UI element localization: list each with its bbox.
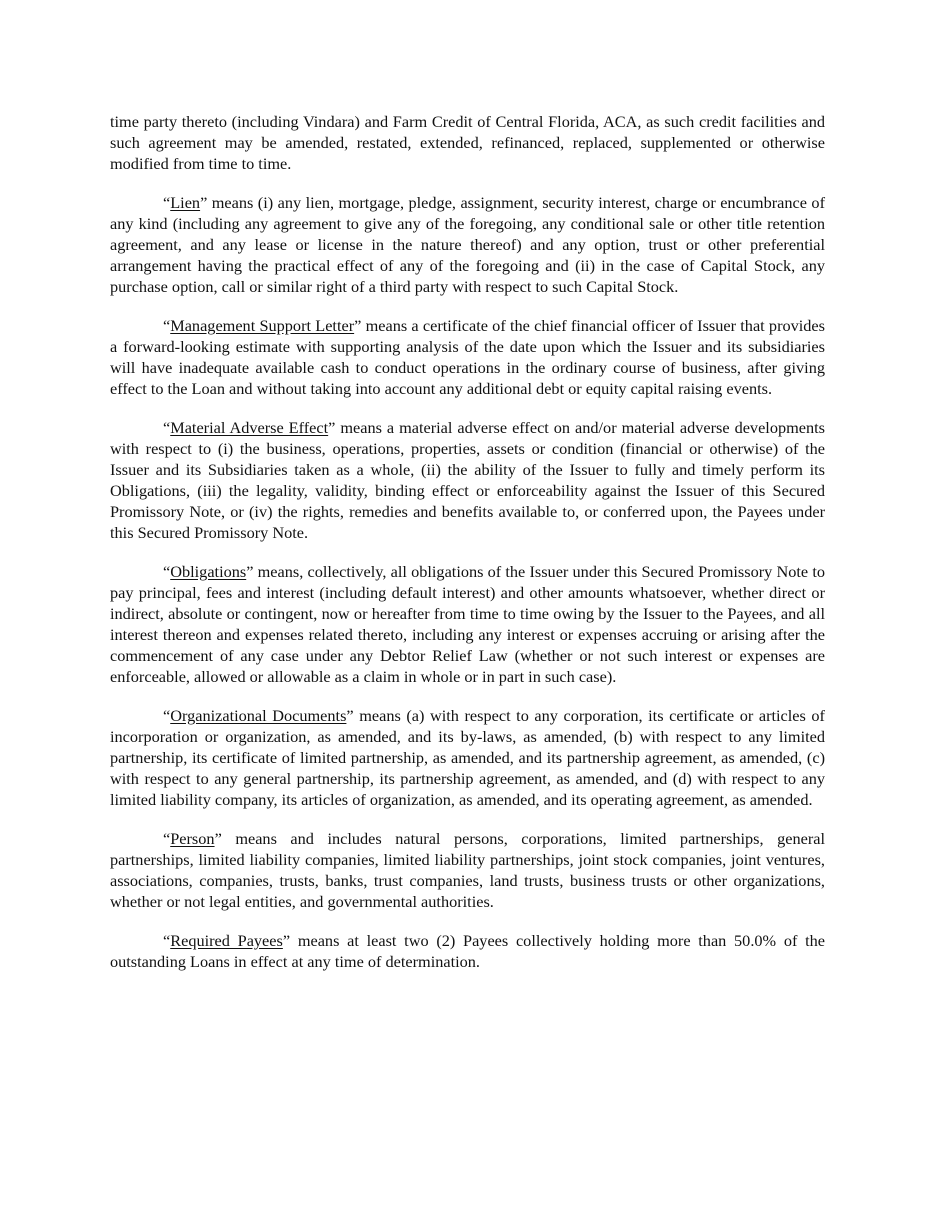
definition-required-payees: [110, 930, 825, 972]
definition-text: means (i) any lien, mortgage, pledge, assignment, security interest, charge or encumbrance of any kind (including any agreement to give any of the foregoing, any conditional sale or other title retention agreement, and any lease or license in the nature thereof) and any option, trust or other preferential arrangement having the practical effect of any of the foregoing and (ii) in the case of Capital Stock, any purchase option, call or similar right of a third party with respect to such Capital Stock.: [110, 193, 825, 296]
definition-text: means at least two (2) Payees collectively holding more than 50.0% of the outstanding Loans in effect at any time of determination.: [110, 931, 825, 971]
open-quote: “: [163, 316, 171, 335]
defined-term: Obligations: [170, 562, 247, 581]
open-quote: “: [163, 418, 171, 437]
definition-organizational-documents: [110, 705, 825, 810]
definition-material-adverse-effect: [110, 417, 825, 543]
definition-text: means (a) with respect to any corporation, its certificate or articles of incorporation or organization, as amended, and its by-laws, as amended, (b) with respect to any limited partnership, its certificate of limited partnership, as amended, and its partnership agreement, as amended, (c) with respect to any general partnership, its partnership agreement, as amended, and (d) with respect to any limited liability company, its articles of organization, as amended, and its operating agreement, as amended.: [110, 706, 825, 809]
paragraph-credit-facilities-continuation: [110, 111, 825, 174]
document-body: [110, 111, 825, 990]
close-quote: ”: [346, 706, 354, 725]
definition-obligations: [110, 561, 825, 687]
paragraph-text: time party thereto (including Vindara) and Farm Credit of Central Florida, ACA, as such credit facilities and such agreement may be amended, restated, extended, refinanced, replaced, supplemented or otherwise modified from time to time.: [110, 112, 825, 173]
close-quote: ”: [282, 931, 291, 950]
definition-text: means a material adverse effect on and/or material adverse developments with respect to (i) the business, operations, properties, assets or condition (financial or otherwise) of the Issuer and its Subsidiaries taken as a whole, (ii) the ability of the Issuer to fully and timely perform its Obligations, (iii) the legality, validity, binding effect or enforceability against the Issuer of this Secured Promissory Note, or (iv) the rights, remedies and benefits available to, or conferred upon, the Payees under this Secured Promissory Note.: [110, 418, 825, 542]
definition-person: [110, 828, 825, 912]
open-quote: “: [163, 193, 171, 212]
definition-text: means and includes natural persons, corporations, limited partnerships, general partnerships, limited liability companies, limited liability partnerships, joint stock companies, joint ventures, associations, companies, trusts, banks, trust companies, land trusts, business trusts or other organizations, whether or not legal entities, and governmental authorities.: [110, 829, 825, 911]
open-quote: “: [163, 562, 171, 581]
defined-term: Required Payees: [170, 931, 283, 950]
defined-term: Organizational Documents: [170, 706, 347, 725]
definition-text: means a certificate of the chief financial officer of Issuer that provides a forward-looking estimate with supporting analysis of the date upon which the Issuer and its subsidiaries will have inadequate available cash to conduct operations in the ordinary course of business, after giving effect to the Loan and without taking into account any additional debt or equity capital raising events.: [110, 316, 825, 398]
defined-term: Management Support Letter: [170, 316, 355, 335]
definition-lien: [110, 192, 825, 297]
definition-text: means, collectively, all obligations of the Issuer under this Secured Promissory Note to pay principal, fees and interest (including default interest) and other amounts whatsoever, whether direct or indirect, absolute or contingent, now or hereafter from time to time owing by the Issuer to the Payees, and all interest thereon and expenses related thereto, including any interest or expenses accruing or arising after the commencement of any case under any Debtor Relief Law (whether or not such interest or expenses are enforceable, allowed or allowable as a claim in whole or in part in such case).: [110, 562, 825, 686]
close-quote: ”: [354, 316, 362, 335]
open-quote: “: [163, 931, 171, 950]
defined-term: Person: [170, 829, 215, 848]
open-quote: “: [163, 706, 171, 725]
close-quote: ”: [246, 562, 254, 581]
defined-term: Material Adverse Effect: [170, 418, 329, 437]
open-quote: “: [163, 829, 171, 848]
close-quote: ”: [328, 418, 336, 437]
definition-management-support-letter: [110, 315, 825, 399]
defined-term: Lien: [170, 193, 201, 212]
close-quote: ”: [214, 829, 222, 848]
close-quote: ”: [200, 193, 208, 212]
